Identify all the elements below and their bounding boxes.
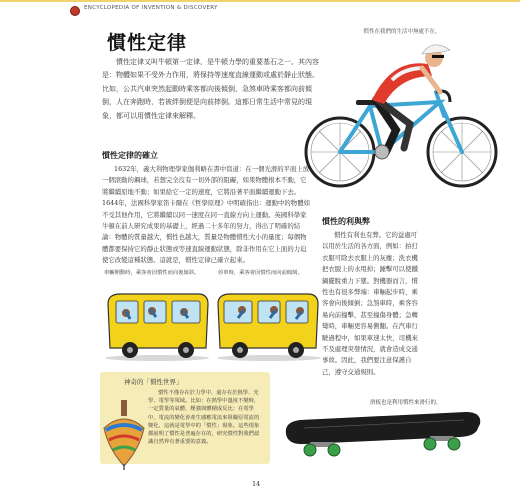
bus-stop-illustration bbox=[214, 286, 324, 362]
section-heading-pros-cons: 慣性的利與弊 bbox=[322, 217, 370, 226]
skateboard-illustration bbox=[280, 404, 485, 464]
intro-paragraph: 慣性定律又叫牛頓第一定律，是牛頓力學的重要基石之一。其內容是：物體如果不受外力作用，將保持等速度直線運動或處於靜止狀態。比如，公共汽車突然起動時乘客都向後傾倒，急煞車時乘客都向前傾倒，人在奔跑時，若被絆倒便是向前摔倒。這都日常生活中常見的現象，都可以用慣性定律來解釋。 bbox=[102, 58, 319, 120]
section-body-pros-cons: 慣性有利也有弊。它的益處可以用於生活的各方面，例如：拍打衣服可除去衣服上的灰塵；洗衣機把衣服上的水甩掉；錘擊可以使鐵鍋擺脫重力下墜。對機器而言，慣性也有很多弊端：車輛起步時，乘客會向後傾倒；急煞車時，乘客容易向前撞擊，甚至撞傷身體；急轉彎時，車輛更容易側翻。在汽車行駛過程中，如果車速太快，司機來不及處理突發情況，就會造成交通事故。因此，我們要注意保護自己，遵守交通規則。 bbox=[322, 231, 418, 376]
header-rule bbox=[0, 0, 520, 2]
bus-start-caption: 車輛開動時，乘客會因慣性而向後傾斜。 bbox=[104, 270, 200, 276]
photo-caption: 慣性在我們的生活中無處不在。 bbox=[363, 29, 441, 35]
section-body-history: 1632年，義大利物理學家伽利略在書中寫道：在一個光滑的平面上放一個滾動的鋼球，若想完全沒有一切外部的阻礙，如果物體根本不動，它將繼續原地不動；如果給它一定的速度，它將沿著平面繼續運動下去。1644年，法國科學家笛卡爾在《哲學原理》中明確指出：運動中的物體如不受其他作用，它將繼續以同一速度在同一直線方向上運動。英國科學家牛頓在前人研究成果的基礎上，經過二十多年的努力，得出了明確的結論：物體的質量越大，慣性也越大，質量是物體慣性大小的量度；每個物體都要保持它的靜止狀態或等速直線運動狀態，除非作用在它上面的力迫使它改變這種狀態。這就是，慣性定律已確立起來。 bbox=[102, 165, 310, 265]
cyclist-illustration bbox=[300, 20, 505, 192]
bus-stop-caption: 停車時，乘客會因慣性而向前傾倒。 bbox=[218, 270, 303, 276]
sidebar-title: 神奇的「慣性世界」 bbox=[124, 378, 183, 386]
page-title: 慣性定律 bbox=[107, 32, 188, 54]
bus-start-illustration bbox=[102, 286, 212, 362]
section-heading-history: 慣性定律的確立 bbox=[102, 151, 158, 160]
series-logo-icon bbox=[70, 6, 80, 16]
spinning-top-illustration bbox=[100, 398, 148, 472]
page-number: 14 bbox=[252, 480, 261, 488]
series-title: ENCYCLOPEDIA OF INVENTION & DISCOVERY bbox=[84, 5, 218, 11]
sidebar-body: 慣性不僅存在於力學中，還存在於熱學、光學、電學等領域。比如：在熱學中溫度不變時，一定質量的氣體，壓強與體積成反比；在電學中，電流的變化會產生感應電流來阻礙原電流的變化，這就是電學中的「慣性」現象。這些現象都說明了慣性是普遍存在的，研究慣性對我們認識自然界有著重要的意義。 bbox=[148, 390, 260, 446]
skateboard-caption: 滑板也是利用慣性來滑行的。 bbox=[370, 400, 442, 406]
